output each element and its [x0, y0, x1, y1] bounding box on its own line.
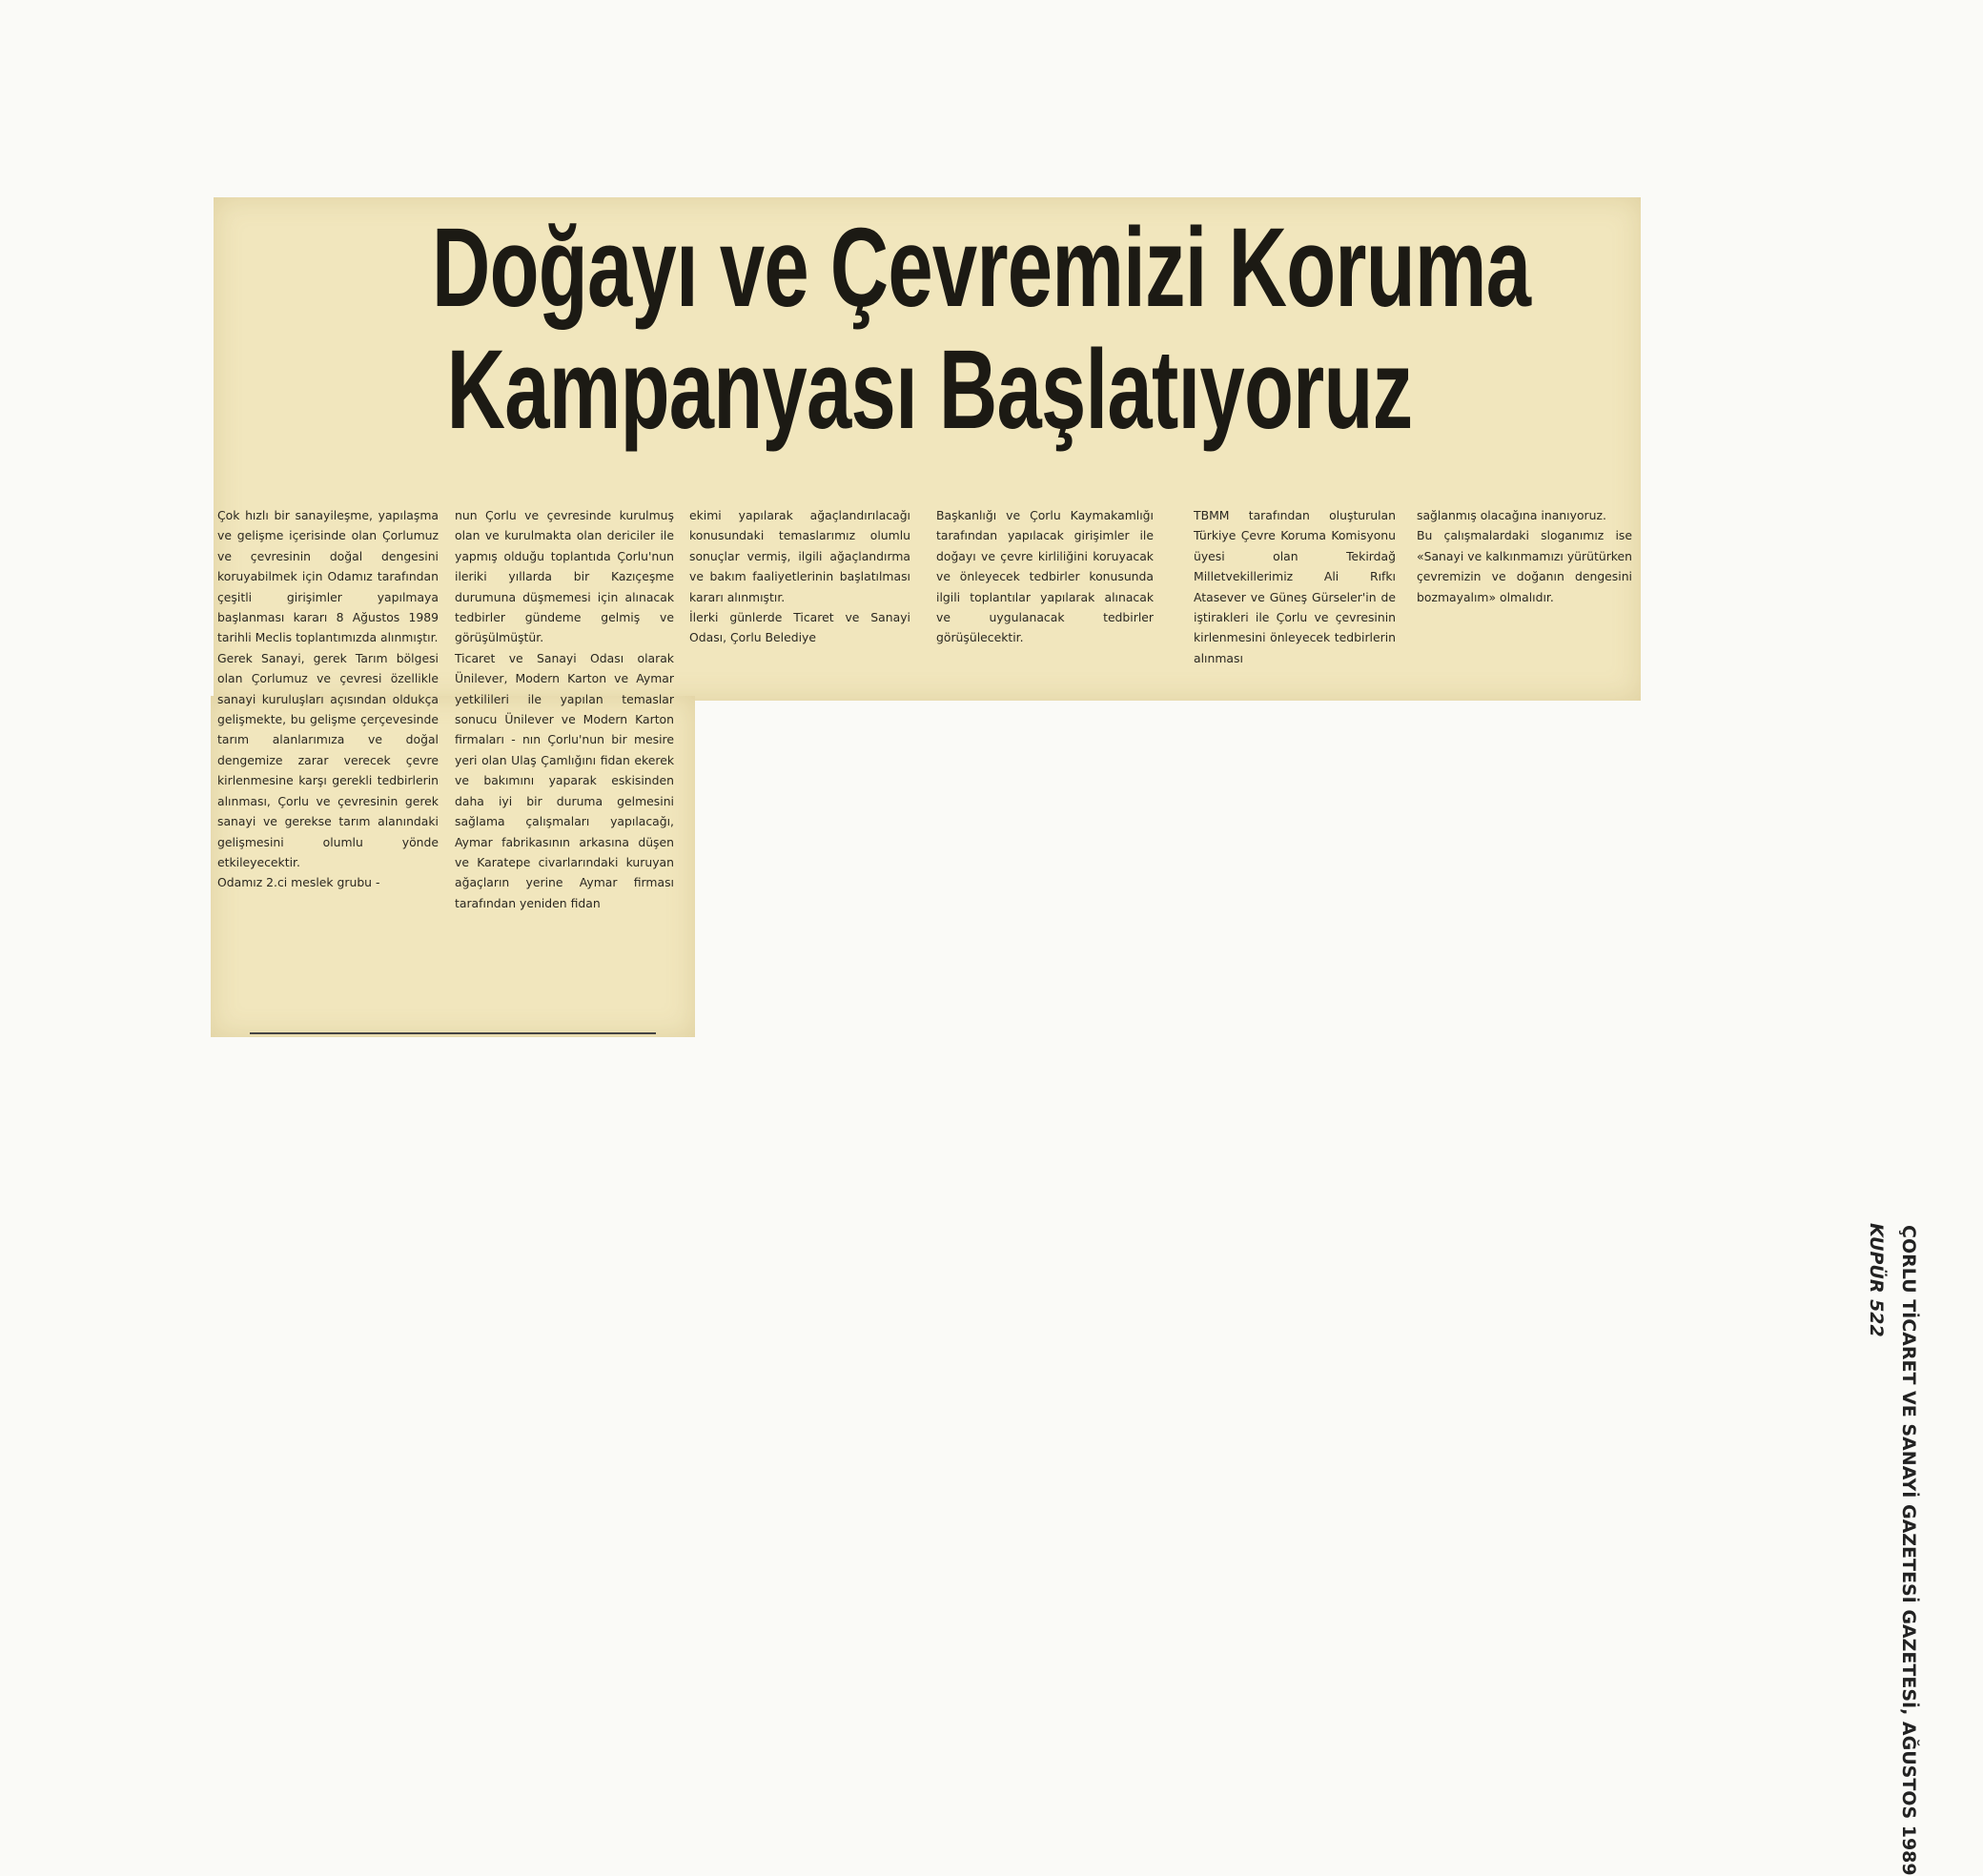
article-column-5: TBMM tarafından oluşturulan Türkiye Çevre Koruma Komisyonu üyesi olan Tekirdağ Milletvekillerimiz Ali Rıfkı Atasever ve Güneş Gürseler'in de iştirakleri ile Çorlu ve çevresinin kirlenmesini önleyecek tedbirlerin alınması: [1194, 508, 1396, 665]
source-caption: ÇORLU TİCARET VE SANAYİ GAZETESİ GAZETESİ, AĞUSTOS 1989: [1898, 1225, 1919, 1876]
article-column-1: Çok hızlı bir sanayileşme, yapılaşma ve gelişme içerisinde olan Çorlumuz ve çevresinin doğal dengesini koruyabilmek için Odamız tarafından çeşitli girişimler yapılmaya başlanması kararı 8 Ağustos 1989 tarihli Meclis toplantımızda alınmıştır. Gerek Sanayi, gerek Tarım bölgesi olan Çorlumuz ve çevresi özellikle sanayi kuruluşları açısından oldukça gelişmekte, bu gelişme çerçevesinde tarım alanlarımıza ve doğal dengemize zarar verecek çevre kirlenmesine karşı gerekli tedbirlerin alınması, Çorlu ve çevresinin gerek sanayi ve gerekse tarım alanındaki gelişmesini olumlu yönde etkileyecektir. Odamız 2.ci meslek grubu -: [217, 508, 439, 890]
article-column-3: ekimi yapılarak ağaçlandırılacağı konusundaki temaslarımız olumlu sonuçlar vermiş, ilgili ağaçlandırma ve bakım faaliyetlerinin başlatılması kararı alınmıştır. İlerki günlerde Ticaret ve Sanayi Odası, Çorlu Belediye: [689, 508, 910, 645]
clipping-number: KUPÜR 522: [1866, 1223, 1887, 1337]
headline-line-2: Kampanyası Başlatıyoruz: [446, 327, 1413, 453]
divider: [250, 1032, 656, 1034]
headline-line-1: Doğayı ve Çevremizi Koruma: [432, 205, 1531, 331]
article-column-4: Başkanlığı ve Çorlu Kaymakamlığı tarafından yapılacak girişimler ile doğayı ve çevre kirliliğini koruyacak ve önleyecek tedbirler konusunda ilgili toplantılar yapılarak alınacak ve uygulanacak tedbirler görüşülecektir.: [936, 508, 1154, 645]
article-column-6: sağlanmış olacağına inanıyoruz. Bu çalışmalardaki sloganımız ise «Sanayi ve kalkınmamızı yürütürken çevremizin ve doğanın dengesini bozmayalım» olmalıdır.: [1417, 508, 1632, 604]
headline: [238, 205, 1621, 453]
article-column-2: nun Çorlu ve çevresinde kurulmuş olan ve kurulmakta olan dericiler ile yapmış olduğu toplantıda Çorlu'nun ileriki yıllarda bir Kazıçeşme durumuna düşmemesi için alınacak tedbirler gündeme gelmiş ve görüşülmüştür. Ticaret ve Sanayi Odası olarak Ünilever, Modern Karton ve Aymar yetkilileri ile yapılan temaslar sonucu Ünilever ve Modern Karton firmaları - nın Çorlu'nun bir mesire yeri olan Ulaş Çamlığını fidan ekerek ve bakımını yaparak eskisinden daha iyi bir duruma gelmesini sağlama çalışmaları yapılacağı, Aymar fabrikasının arkasına düşen ve Karatepe civarlarındaki kuruyan ağaçların yerine Aymar firması tarafından yeniden fidan: [455, 508, 674, 910]
